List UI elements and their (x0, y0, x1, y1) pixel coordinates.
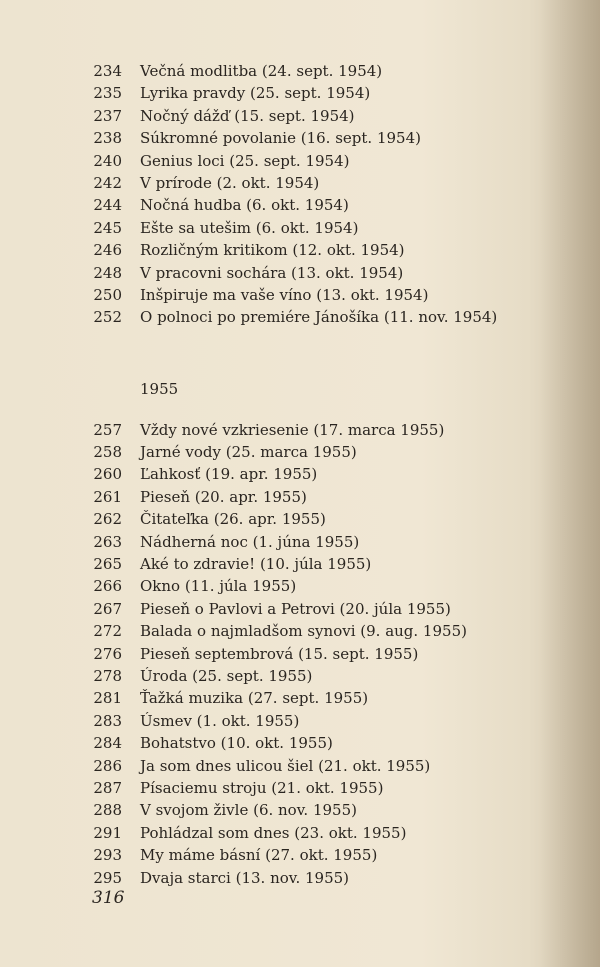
toc-entry (80, 867, 550, 889)
toc-title: Úroda (25. sept. 1955) (140, 666, 313, 685)
toc-title: Pohládzal som dnes (23. okt. 1955) (140, 823, 407, 842)
toc-title: Ja som dnes ulicou šiel (21. okt. 1955) (140, 756, 431, 775)
toc-entry (80, 486, 550, 508)
toc-title: Okno (11. júla 1955) (140, 577, 297, 596)
toc-entry (80, 60, 550, 82)
toc-entry (80, 284, 550, 306)
toc-title: Lyrika pravdy (25. sept. 1954) (140, 84, 371, 103)
toc-title: Čitateľka (26. apr. 1955) (140, 510, 326, 529)
toc-entry (80, 553, 550, 575)
toc-entry (80, 822, 550, 844)
toc-entry (80, 531, 550, 553)
toc-page-number: 260 (93, 465, 122, 484)
toc-entry (80, 665, 550, 687)
toc-title: Večná modlitba (24. sept. 1954) (140, 62, 383, 80)
toc-entry (80, 127, 550, 149)
page-number: 316 (92, 888, 125, 908)
toc-page-number: 295 (93, 868, 122, 887)
toc-page-number: 235 (93, 84, 122, 103)
toc-page-number: 293 (93, 846, 122, 865)
toc-page-number: 262 (93, 510, 122, 529)
toc-title: Pieseň (20. apr. 1955) (140, 487, 307, 506)
toc-page-number: 286 (93, 756, 122, 775)
toc-entry (80, 687, 550, 709)
toc-page-number: 276 (93, 644, 122, 663)
toc-page-number: 244 (93, 196, 122, 215)
toc-entry (80, 643, 550, 665)
toc-page-number: 245 (93, 218, 122, 237)
toc-entry (80, 239, 550, 261)
toc-entry (80, 777, 550, 799)
toc-title: O polnoci po premiére Jánošíka (11. nov. 1954) (140, 308, 498, 327)
toc-title: Balada o najmladšom synovi (9. aug. 1955) (140, 622, 467, 641)
table-of-contents (80, 60, 550, 889)
toc-title: Písaciemu stroju (21. okt. 1955) (140, 778, 384, 797)
toc-page-number: 291 (93, 823, 122, 842)
toc-page-number: 240 (93, 151, 122, 170)
toc-title: Inšpiruje ma vaše víno (13. okt. 1954) (140, 285, 429, 304)
toc-entry (80, 598, 550, 620)
toc-title: Ešte sa utešim (6. okt. 1954) (140, 218, 359, 237)
toc-title: V svojom živle (6. nov. 1955) (140, 801, 357, 820)
toc-title: Nočný dážď (15. sept. 1954) (140, 106, 355, 125)
toc-page-number: 237 (93, 106, 122, 125)
toc-page-number: 284 (93, 734, 122, 753)
toc-entry (80, 172, 550, 194)
toc-title: Vždy nové vzkriesenie (17. marca 1955) (140, 420, 445, 439)
toc-title: V pracovni sochára (13. okt. 1954) (140, 263, 404, 282)
toc-title: Úsmev (1. okt. 1955) (140, 711, 300, 730)
toc-entry (80, 217, 550, 239)
toc-entry (80, 844, 550, 866)
toc-title: Pieseň septembrová (15. sept. 1955) (140, 644, 419, 663)
toc-title: Ťažká muzika (27. sept. 1955) (140, 689, 369, 708)
toc-entry (80, 755, 550, 777)
toc-page-number: 267 (93, 599, 122, 618)
toc-title: V prírode (2. okt. 1954) (140, 173, 320, 192)
toc-entry (80, 306, 550, 328)
toc-page-number: 261 (93, 487, 122, 506)
toc-entry (80, 105, 550, 127)
toc-page-number: 283 (93, 711, 122, 730)
toc-entry (80, 150, 550, 172)
toc-title: Ľahkosť (19. apr. 1955) (140, 465, 318, 484)
toc-page-number: 278 (93, 666, 122, 685)
toc-entry (80, 463, 550, 485)
toc-title: Bohatstvo (10. okt. 1955) (140, 734, 333, 753)
toc-entry (80, 194, 550, 216)
toc-title: Dvaja starci (13. nov. 1955) (140, 868, 350, 887)
toc-entry (80, 575, 550, 597)
toc-page-number: 258 (93, 443, 122, 462)
toc-entry (80, 710, 550, 732)
toc-page-number: 238 (93, 129, 122, 148)
toc-page-number: 281 (93, 689, 122, 708)
toc-entry (80, 799, 550, 821)
toc-entry (80, 732, 550, 754)
toc-entry (80, 508, 550, 530)
toc-title: Súkromné povolanie (16. sept. 1954) (140, 129, 421, 148)
toc-page-number: 248 (93, 263, 122, 282)
toc-entry (80, 620, 550, 642)
toc-title: My máme básní (27. okt. 1955) (140, 846, 378, 865)
toc-title: Nočná hudba (6. okt. 1954) (140, 196, 349, 215)
toc-page-number: 252 (93, 308, 122, 327)
toc-section-1955 (80, 419, 550, 889)
toc-page-number: 257 (93, 420, 122, 439)
toc-entry (80, 82, 550, 104)
toc-page-number: 250 (93, 285, 122, 304)
toc-page-number: 266 (93, 577, 122, 596)
toc-title: Jarné vody (25. marca 1955) (140, 443, 357, 462)
toc-page-number: 288 (93, 801, 122, 820)
year-heading: 1955 (140, 379, 179, 398)
toc-title: Rozličným kritikom (12. okt. 1954) (140, 241, 405, 260)
toc-section-1954 (80, 60, 550, 329)
toc-page-number: 234 (93, 62, 122, 80)
toc-entry (80, 419, 550, 441)
toc-title: Nádherná noc (1. júna 1955) (140, 532, 360, 551)
toc-page-number: 265 (93, 555, 122, 574)
toc-entry (80, 262, 550, 284)
toc-title: Pieseň o Pavlovi a Petrovi (20. júla 1955) (140, 599, 451, 618)
toc-title: Genius loci (25. sept. 1954) (140, 151, 350, 170)
toc-page-number: 263 (93, 532, 122, 551)
toc-page-number: 246 (93, 241, 122, 260)
toc-page-number: 272 (93, 622, 122, 641)
toc-entry (80, 441, 550, 463)
toc-title: Aké to zdravie! (10. júla 1955) (140, 555, 372, 574)
toc-page-number: 287 (93, 778, 122, 797)
toc-page-number: 242 (93, 173, 122, 192)
